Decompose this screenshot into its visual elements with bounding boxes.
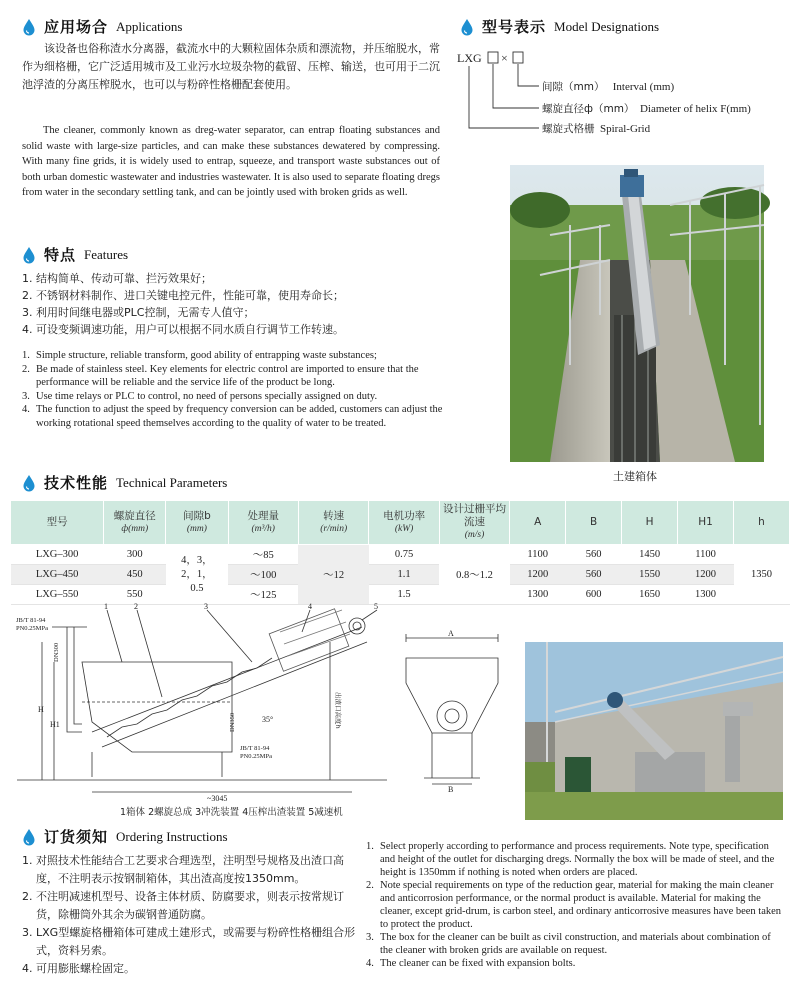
table-header-row [11,501,790,545]
list-item: 2. 不锈钢材料制作、进口关键电控元件，性能可靠，使用寿命长； [22,289,344,302]
column-header: 型号 [11,501,104,545]
cell-H: 1450 [622,545,678,565]
list-item: 2. 不注明减速机型号、设备主体材质、防腐要求，则表示按常规订货，除栅筒外其余为碳钢普通防腐。 [22,890,344,921]
water-drop-icon [460,18,474,36]
cell-flow: ～85 [228,545,298,565]
list-item: 1. 对照技术性能结合工艺要求合理选型，注明型号规格及出渣口高度，不注明表示按钢制箱体，其出渣高度按1350mm。 [22,854,344,885]
model-title-en: Model Designations [554,18,660,34]
model-code-times: × [501,51,508,65]
water-drop-icon [22,18,36,36]
list-item: 4. The cleaner can be fixed with expansion bolts. [366,958,576,969]
features-list-cn [22,270,462,338]
applications-title-cn: 应用场合 [44,18,109,36]
cell-H1: 1300 [678,585,734,605]
ordering-heading [22,826,228,847]
cell-A: 1100 [510,545,566,565]
drawing-std-bottom: JB/T 81-94 [240,745,270,752]
column-header: A [510,501,566,545]
column-header: 螺旋直径 ф(mm) [104,501,166,545]
cell-gap: 4，3， 2，1， 0.5 [166,545,228,605]
front-view-a-label: A [448,629,454,638]
drawing-length: ~3045 [207,794,228,803]
drawing-dn-top: DN300 [53,642,60,662]
cell-H: 1650 [622,585,678,605]
model-line-diameter: 螺旋直径ф（mm） Diameter of helix F(mm) [542,103,751,115]
photo-illustration [510,165,764,462]
ordering-list-en [366,840,786,970]
water-drop-icon [22,246,36,264]
list-item: 2. Note special requirements on type of the reduction gear, material for making the main cleaner and anticorrosion performance, or the normal product is available. Material for making the cleaner, except grid-drum, is carbon steel, and ordinary anticorrosive measures have been taken to protect the product. [366,880,782,930]
front-view-drawing [398,628,506,794]
cell-H1: 1100 [678,545,734,565]
column-header: 设计过栅平均流速 (m/s) [439,501,509,545]
cell-diameter: 550 [104,585,166,605]
ordering-list-cn [22,852,360,978]
features-list-en [22,349,462,430]
technical-parameters-table [10,500,790,605]
list-item: 2. Be made of stainless steel. Key elements for electric control are imported to ensure that the performance will be reliable and the service life of the product be long. [22,363,419,388]
drawing-dn-bottom: DN350 [229,712,236,732]
column-header: B [566,501,622,545]
applications-text-cn: 该设备也俗称渣水分离器，截流水中的大颗粒固体杂质和漂流物，并压缩脱水，常作为细格栅，它广泛适用城市及工业污水垃圾杂物的截留、压榨、输送，也可用于二沉池浮渣的分离压榨脱水，也可以与粉碎性格栅配套使用。 [22,42,440,91]
drawing-pn-bottom: PN0.25MPa [240,753,272,760]
ordering-title-en: Ordering Instructions [116,828,228,844]
column-header: 处理量 (m³/h) [228,501,298,545]
drawing-label-3: 3 [204,602,208,611]
list-item: 4. 可设变频调速功能，用户可以根据不同水质自行调节工作转速。 [22,323,344,336]
cell-model: LXG–450 [11,565,104,585]
column-header: h [734,501,790,545]
cell-A: 1300 [510,585,566,605]
list-item: 3. 利用时间继电器或PLC控制，无需专人值守； [22,306,255,319]
list-item: 3. LXG型螺旋格栅箱体可建成土建形式，或需要与粉碎性格栅组合形式，资料另索。 [22,926,356,957]
drawing-label-4: 4 [308,602,312,611]
list-item: 1. Select properly according to performance and process requirements. Note type, specification and height of the outlet for discharging dregs. Normally the box will be made of steel, and the height is 1350mm if nothing is noted when orders are placed. [366,841,775,878]
technical-title-cn: 技术性能 [44,474,109,492]
cell-diameter: 300 [104,545,166,565]
features-title-cn: 特点 [44,246,77,264]
drawing-label-1: 1 [104,602,108,611]
cell-h: 1350 [734,545,790,605]
cell-power: 0.75 [369,545,439,565]
photo-caption: 土建箱体 [613,470,657,483]
cell-model: LXG–550 [11,585,104,605]
table-row [11,565,790,585]
list-item: 1. Simple structure, reliable transform, good ability of entrapping waste substances; [22,350,377,361]
cell-power: 1.5 [369,585,439,605]
column-header: H1 [678,501,734,545]
drawing-angle: 35° [262,715,274,724]
water-drop-icon [22,474,36,492]
applications-title-en: Applications [116,18,183,34]
list-item: 4. The function to adjust the speed by frequency conversion can be added, customers can adjust the working rotational speed themselves according to the quality of water to be treated. [22,404,443,429]
list-item: 1. 结构简单、传动可靠、拦污效果好； [22,272,212,285]
cell-speed: ～12 [298,545,368,605]
column-header: 电机功率 (kW) [369,501,439,545]
cell-flow: ～125 [228,585,298,605]
drawing-label-5: 5 [374,602,378,611]
front-view-b-label: B [448,785,454,794]
photo-illustration [525,642,783,820]
applications-heading [22,16,182,37]
applications-text-en: The cleaner, commonly known as dreg-water separator, can entrap floating substances and solid waste with large-size particles, and can make these substances dewatered by compressing. With many fine grids, it is widely used to entrap, squeeze, and transport waste substances out of both urban domestic wastewater and industries wastewater. It is also used to separate floating dregs from water in the secondary settling tank, and can be jointly used with broken grids as well. [22,125,440,198]
model-line-type: 螺旋式格栅 Spiral-Grid [542,123,651,135]
drawing-std-top: JB/T 81-94 [16,617,46,624]
cell-B: 560 [566,545,622,565]
cell-B: 560 [566,565,622,585]
installation-photo-civil-box [510,165,764,462]
table-row [11,545,790,565]
drawing-h-label: H [38,705,44,714]
technical-heading [22,472,227,493]
technical-title-en: Technical Parameters [116,474,228,490]
column-header: 转速 (r/min) [298,501,368,545]
water-drop-icon [22,828,36,846]
model-heading [460,16,659,37]
list-item: 3. The box for the cleaner can be built as civil construction, and materials about combination of the cleaner with broken grids are available on request. [366,932,771,956]
model-title-cn: 型号表示 [482,18,547,36]
cell-model: LXG–300 [11,545,104,565]
cell-A: 1200 [510,565,566,585]
features-title-en: Features [84,246,129,262]
cell-power: 1.1 [369,565,439,585]
cell-B: 600 [566,585,622,605]
cell-flow: ～100 [228,565,298,585]
cell-H1: 1200 [678,565,734,585]
list-item: 3. Use time relays or PLC to control, no need of persons specially assigned on duty. [22,390,378,402]
features-heading [22,244,128,265]
drawing-label-2: 2 [134,602,138,611]
cell-velocity: 0.8～1.2 [439,545,509,605]
cell-H: 1550 [622,565,678,585]
model-code-prefix: LXG [457,51,482,65]
model-line-interval: 间隙（mm） Interval (mm) [542,81,675,93]
drawing-pn-top: PN0.25MPa [16,625,48,632]
drawing-legend: 1箱体 2螺旋总成 3冲洗装置 4压榨出渣装置 5减速机 [120,807,343,818]
column-header: H [622,501,678,545]
drawing-h1-label: H1 [50,720,60,729]
drawing-outlet-height: 出渣口高度h [334,692,342,729]
installation-photo-steel-box [525,642,783,820]
ordering-title-cn: 订货须知 [44,828,109,846]
column-header: 间隙b (mm) [166,501,228,545]
cell-diameter: 450 [104,565,166,585]
side-view-drawing [12,602,392,802]
list-item: 4. 可用膨胀螺栓固定。 [22,962,135,975]
